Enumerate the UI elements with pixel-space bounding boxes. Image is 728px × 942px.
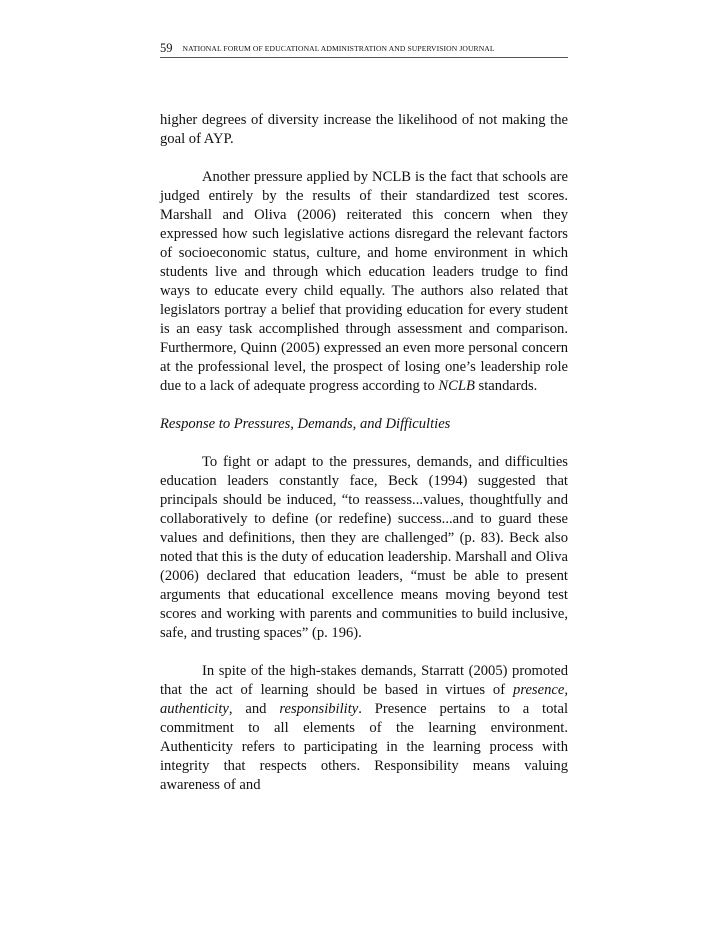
- virtues-text-d: . Presence pertains to a total commitment to all elements of the learning environment. Authenticity refers to participating in the learning process with integrity that respects others. Responsibility means valuing awareness of and: [160, 701, 568, 793]
- page-number: 59: [160, 41, 173, 55]
- paragraph-nclb-end: standards.: [474, 378, 538, 394]
- journal-title: NATIONAL FORUM OF EDUCATIONAL ADMINISTRATION AND SUPERVISION JOURNAL: [182, 44, 495, 53]
- article-body: [160, 111, 568, 814]
- page-header: [160, 41, 568, 58]
- presence-emphasis: presence: [513, 682, 565, 698]
- responsibility-emphasis: responsibility: [279, 701, 359, 717]
- paragraph-diversity: higher degrees of diversity increase the likelihood of not making the goal of AYP.: [160, 112, 568, 147]
- virtues-text-a: In spite of the high-stakes demands, Starratt (2005) promoted that the act of learning should be based in virtues of: [160, 663, 568, 698]
- section-heading: Response to Pressures, Demands, and Difficulties: [160, 416, 451, 432]
- nclb-emphasis: NCLB: [438, 378, 475, 394]
- paragraph-nclb-pressure: [160, 168, 568, 396]
- paragraph-response: To fight or adapt to the pressures, demands, and difficulties education leaders constantly face, Beck (1994) suggested that principals should be induced, “to reassess...values, thoughtfully and collaboratively to define (or redefine) success...and to guard these values and definitions, then they are challenged” (p. 83). Beck also noted that this is the duty of education leadership. Marshall and Oliva (2006) declared that education leaders, “must be able to present arguments that educational excellence means moving beyond test scores and working with parents and communities to build inclusive, safe, and trusting spaces” (p. 196).: [160, 454, 568, 641]
- authenticity-emphasis: authenticity: [160, 701, 229, 717]
- paragraph-virtues: [160, 662, 568, 795]
- virtues-text-b: ,: [564, 682, 568, 698]
- virtues-text-c: , and: [228, 701, 280, 717]
- paragraph-nclb-text: Another pressure applied by NCLB is the fact that schools are judged entirely by the results of their standardized test scores. Marshall and Oliva (2006) reiterated this concern when they expressed how such legislative actions disregard the relevant factors of socioeconomic status, culture, and home environment in which students live and through which education leaders trudge to find ways to educate every child equally. The authors also related that legislators portray a belief that providing education for every student is an easy task accomplished through assessment and comparison. Furthermore, Quinn (2005) expressed an even more personal concern at the professional level, the prospect of losing one’s leadership role due to a lack of adequate progress according to: [160, 169, 568, 394]
